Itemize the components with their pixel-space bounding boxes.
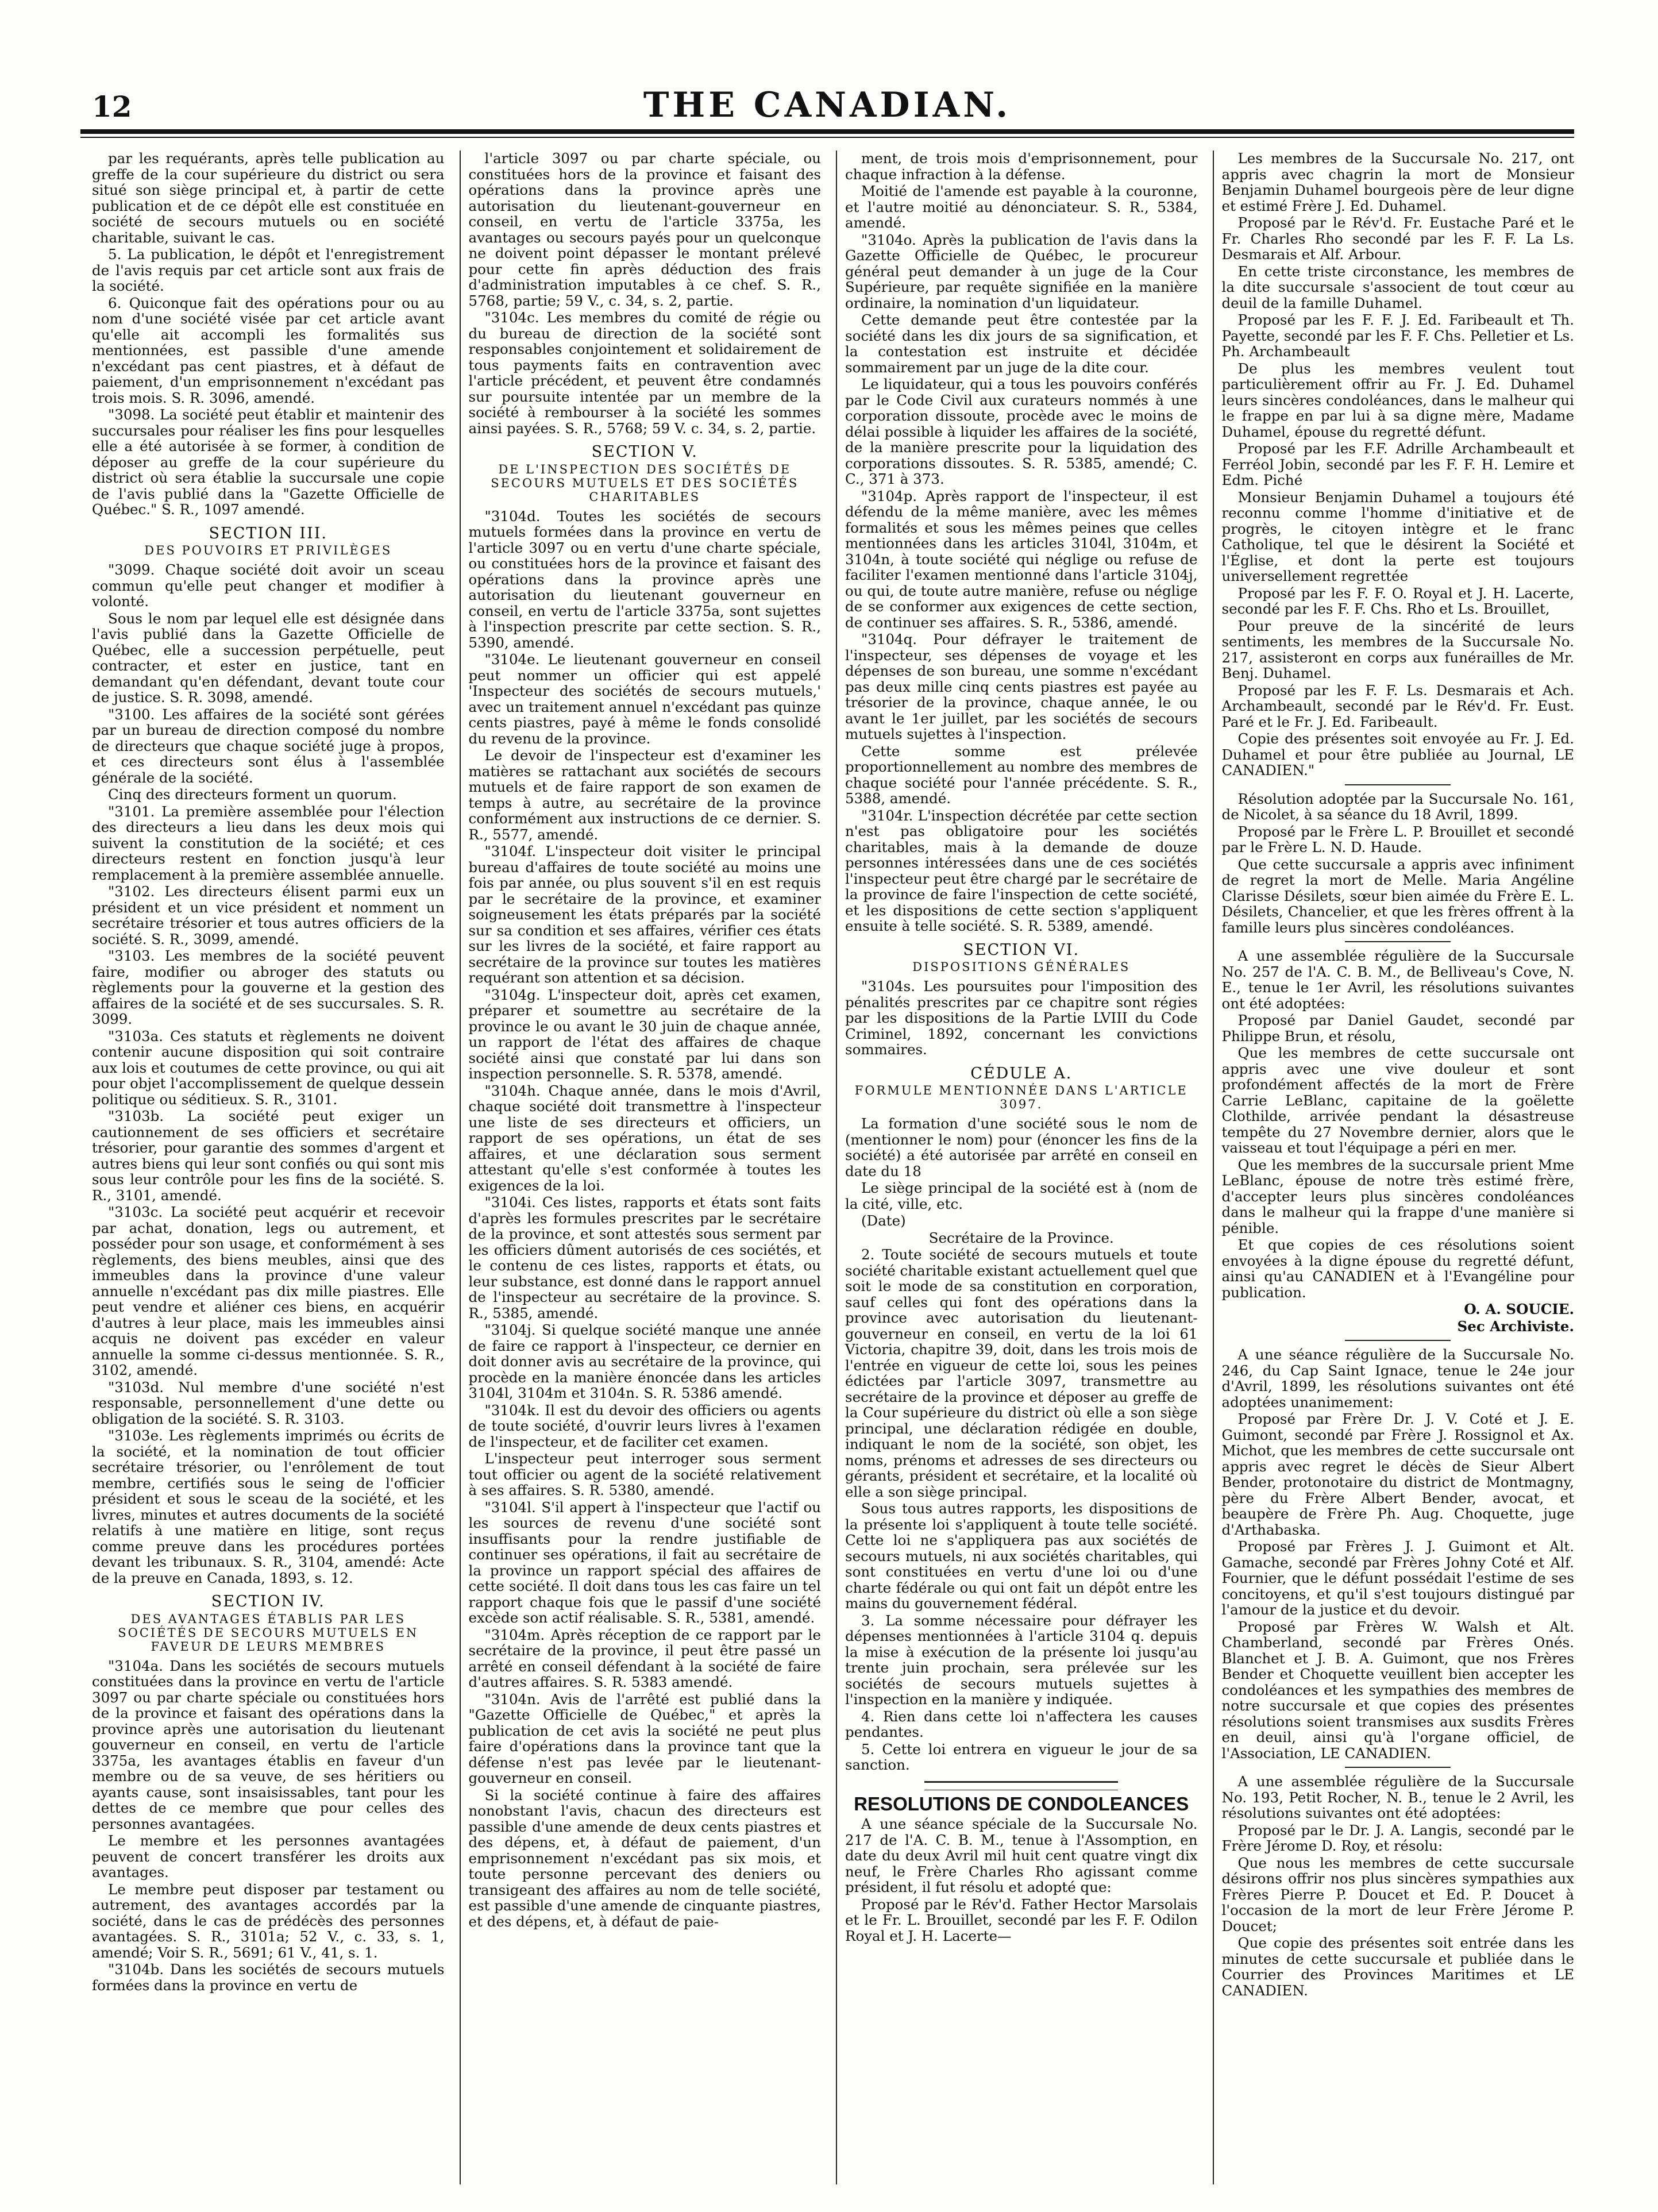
paragraph: Copie des présentes soit envoyée au Fr. J. Ed. Duhamel et pour être publiée au Journal, LE CANADIEN." (1221, 730, 1574, 779)
paragraph: 6. Quiconque fait des opérations pour ou au nom d'une société visée par cet article avant qu'elle ait accompli les formalités sus mentionnées, est passible d'une amende n'excédant pas cent piastres, et à défaut de paiement, d'un emprisonnement n'excédant pas trois mois. S. R. 3096, amendé. (92, 294, 445, 406)
paragraph: "3098. La société peut établir et maintenir des succursales pour réaliser les fins pour lesquelles elle a été autorisée à se former, à condition de déposer au greffe de la cour supérieure du district où sera établie la succursale une copie de l'avis publié dans la "Gazette Officielle de Québec." S. R., 1097 amendé. (92, 406, 445, 518)
paragraph: Que cette succursale a appris avec infiniment de regret la mort de Melle. Maria Angéline Clarisse Désilets, sœur bien aimée du Frère E. L. Désilets, Chancelier, et que les frères offrent à la famille leurs plus sincères condoléances. (1221, 855, 1574, 936)
paragraph: "3104p. Après rapport de l'inspecteur, il est défendu de la même manière, avec les mêmes formalités et sous les mêmes peines que celles mentionnées dans les articles 3104l, 3104m, et 3104n, à toute société qui néglige ou refuse de faciliter l'examen mentionné dans l'article 3104j, ou qui, de toute autre manière, refuse ou néglige de se conformer aux exigences de cette section, de continuer ses affaires. S. R., 5386, amendé. (845, 487, 1198, 631)
signature-line: Sec Archiviste. (1457, 1317, 1574, 1335)
paragraph: Le devoir de l'inspecteur est d'examiner les matières se rattachant aux sociétés de secours mutuels et de faire rapport de son examen de temps à autre, au secrétaire de la province conformément aux instructions de ce dernier. S. R., 5577, amendé. (468, 747, 821, 843)
separator-rule (1345, 784, 1451, 785)
paragraph: 3. La somme nécessaire pour défrayer les dépenses mentionnées à l'article 3104 q. depuis la mise à exécution de la présente loi jusqu'au trente juin prochain, sera prélevée sur les sociétés de secours mutuels sujettes à l'inspection en la manière y indiquée. (845, 1612, 1198, 1708)
paragraph: A une séance régulière de la Succursale No. 246, du Cap Saint Ignace, tenue le 24e jour d'Avril, 1899, les résolutions suivantes ont été adoptées unanimement: (1221, 1346, 1574, 1411)
column-1 (92, 151, 445, 2184)
paragraph: Sous tous autres rapports, les dispositions de la présente loi s'appliquent à toute telle société. Cette loi ne s'appliquera pas aux sociétés de secours mutuels, ni aux sociétés charitables, qui sont constituées en vertu d'une loi ou d'une charte fédérale ou qui ont fait un dépôt entre les mains du gouvernement fédéral. (845, 1500, 1198, 1612)
paragraph: "3104f. L'inspecteur doit visiter le principal bureau d'affaires de toute société au moins une fois par année, ou plus souvent s'il en est requis par le secrétaire de la province, et examiner soigneusement les états préparés par la société sur sa condition et ses affaires, vérifier ces états sur les livres de la société, et faire rapport au secrétaire de la province sur toutes les matières requérant son attention et sa décision. (468, 843, 821, 986)
paragraph: 5. Cette loi entrera en vigueur le jour de sa sanction. (845, 1740, 1198, 1773)
paragraph: Pour preuve de la sincérité de leurs sentiments, les membres de la Succursale No. 217, assisteront en corps aux funérailles de Mr. Benj. Duhamel. (1221, 617, 1574, 681)
signature-line: O. A. SOUCIE. (1464, 1301, 1574, 1317)
paragraph: "3104a. Dans les sociétés de secours mutuels constituées dans la province en vertu de l'article 3097 ou par charte spéciale ou constituées hors de la province et faisant des opérations dans la province après une autorisation du lieutenant gouverneur en conseil, en vertu de l'article 3375a, les avantages établis en faveur d'un membre ou de sa veuve, de ses héritiers ou ayants cause, sont insaisissables, tant pour les dettes de ce membre que pour celles des personnes avantagées. (92, 1657, 445, 1832)
paragraph: Moitié de l'amende est payable à la couronne, et l'autre moitié au dénonciateur. S. R., 5384, amendé. (845, 183, 1198, 231)
paragraph: "3104o. Après la publication de l'avis dans la Gazette Officielle de Québec, le procureur général peut demander à un juge de la Cour Supérieure, par requête signifiée en la manière ordinaire, la nomination d'un liquidateur. (845, 231, 1198, 311)
article-headline: RESOLUTIONS DE CONDOLEANCES (854, 1793, 1189, 1814)
paragraph: Si la société continue à faire des affaires nonobstant l'avis, chacun des directeurs est passible d'une amende de deux cents piastres et des dépens, et, à défaut de paiement, d'un emprisonnement n'excédant pas six mois, et toute personne percevant des deniers ou transigeant des affaires au nom de telle société, est passible d'une amende de cinquante piastres, et des dépens, et, à défaut de paie- (468, 1786, 821, 1930)
paragraph: Proposé par le Rév'd. Fr. Eustache Paré et le Fr. Charles Rho secondé par les F. F. La Ls. Desmarais et Alf. Arbour. (1221, 214, 1574, 263)
paragraph: L'inspecteur peut interroger sous serment tout officier ou agent de la société relativement à ses affaires. S. R. 5380, amendé. (468, 1450, 821, 1498)
paragraph: "3104s. Les poursuites pour l'imposition des pénalités prescrites par ce chapitre sont régies par les dispositions de la Partie LVIII du Code Criminel, 1892, concernant les convictions sommaires. (845, 978, 1198, 1058)
paragraph: "3101. La première assemblée pour l'élection des directeurs a lieu dans les deux mois qui suivent la constitution de la société; et ces directeurs restent en fonction jusqu'à leur remplacement à la première assemblée annuelle. (92, 803, 445, 883)
separator-rule (1345, 941, 1451, 942)
paragraph: Proposé par Frères J. J. Guimont et Alt. Gamache, secondé par Frères Johny Coté et Alf. Fournier, que le défunt possédait l'estime de ses concitoyens, et qu'il s'est toujours distingué par l'amour de la justice et du devoir. (1221, 1538, 1574, 1618)
paragraph: "3103b. La société peut exiger un cautionnement de ses officiers et secrétaire trésorier, pour garantie des sommes d'argent et autres biens qui leur sont confiés ou qui sont mis sous leur contrôle pour les fins de la société. S. R., 3101, amendé. (92, 1108, 445, 1204)
column-3 (836, 151, 1198, 2184)
paragraph: Le liquidateur, qui a tous les pouvoirs conférés par le Code Civil aux curateurs nommés à une corporation dissoute, procède avec le moins de délai possible à liquider les affaires de la société, de la manière prescrite pour la liquidation des corporations dissoutes. S. R. 5385, amendé; C. C., 371 à 373. (845, 376, 1198, 487)
section-heading: CÉDULE A. (970, 1064, 1073, 1082)
section-subheading: DE L'INSPECTION DES SOCIÉTÉS DE SECOURS MUTUELS ET DES SOCIÉTÉS CHARITABLES (491, 462, 799, 504)
paragraph: "3099. Chaque société doit avoir un sceau commun qu'elle peut changer et modifier à volonté. (92, 561, 445, 610)
paragraph: "3103. Les membres de la société peuvent faire, modifier ou abroger des statuts ou règlements pour la gouverne et la gestion des affaires de la société et de ses succursales. S. R. 3099. (92, 947, 445, 1027)
paragraph: "3103c. La société peut acquérir et recevoir par achat, donation, legs ou autrement, et posséder pour son usage, et conformément à ses règlements, des biens meubles, ainsi que des immeubles dans la province d'une valeur annuelle n'excédant pas dix mille piastres. Elle peut vendre et aliéner ces biens, en acquérir d'autres à leur place, mais les immeubles ainsi acquis ne doivent pas excéder en valeur annuelle la somme ci-dessus mentionnée. S. R., 3102, amendé. (92, 1204, 445, 1378)
paragraph: "3104c. Les membres du comité de régie ou du bureau de direction de la société sont responsables conjointement et solidairement de tous payments faits en contravention avec l'article précédent, et peuvent être condamnés sur poursuite intentée par un membre de la société à rembourser à la société les sommes ainsi payées. S. R., 5768; 59 V. c. 34, s. 2, partie. (468, 309, 821, 437)
article-columns (92, 151, 1574, 2184)
paragraph: Et que copies de ces résolutions soient envoyées à la digne épouse du regretté défunt, ainsi qu'au CANADIEN et à l'Evangéline pour publication. (1221, 1236, 1574, 1301)
paragraph: "3104l. S'il appert à l'inspecteur que l'actif ou les sources de revenu d'une société sont insuffisants pour la rendre justifiable de continuer ses opérations, il fait au secrétaire de la province un rapport spécial des affaires de cette société. Il doit dans tous les cas faire un tel rapport chaque fois que le passif d'une société excède son actif réalisable. S. R., 5381, amendé. (468, 1498, 821, 1626)
paragraph: Sous le nom par lequel elle est désignée dans l'avis publié dans la Gazette Officielle de Québec, elle a succession perpétuelle, peut contracter, et ester en justice, tant en demandant qu'en défendant, devant toute cour de justice. S. R. 3098, amendé. (92, 610, 445, 706)
paragraph: Le membre peut disposer par testament ou autrement, des avantages accordés par la société, dans le cas de prédécès des personnes avantagées. S. R., 3101a; 52 V., c. 33, s. 1, amendé; Voir S. R., 5691; 61 V., 41, s. 1. (92, 1880, 445, 1961)
paragraph: En cette triste circonstance, les membres de la dite succursale s'associent de tout cœur au deuil de la famille Duhamel. (1221, 263, 1574, 311)
section-subheading: DISPOSITIONS GÉNÉRALES (912, 960, 1131, 974)
paragraph: "3104d. Toutes les sociétés de secours mutuels formées dans la province en vertu de l'article 3097 ou en vertu d'une charte spéciale, ou constituées hors de la province et faisant des opérations dans la province après une autorisation du lieutenant gouverneur en conseil, en vertu de l'article 3375a, sont sujettes à l'inspection prescrite par cette section. S. R., 5390, amendé. (468, 507, 821, 651)
paragraph: "3104n. Avis de l'arrêté est publié dans la "Gazette Officielle de Québec," et après la publication de cet avis la société ne peut plus faire d'opérations dans la province tant que la défense n'est pas levée par le lieutenant-gouverneur en conseil. (468, 1690, 821, 1786)
paragraph: "3104k. Il est du devoir des officiers ou agents de toute société, d'ouvrir leurs livres à l'examen de l'inspecteur, et de faciliter cet examen. (468, 1401, 821, 1450)
header-rule (80, 129, 1574, 134)
paragraph: "3104m. Après réception de ce rapport par le secrétaire de la province, il peut être passé un arrêté en conseil défendant à la société de faire d'autres affaires. S. R. 5383 amendé. (468, 1626, 821, 1690)
paragraph: l'article 3097 ou par charte spéciale, ou constituées hors de la province et faisant des opérations dans la province après une autorisation du lieutenant-gouverneur en conseil, en vertu de l'article 3375a, les avantages ou secours payés pour un quelconque ne doivent point dépasser le montant prélevé pour cette fin après déduction des frais d'administration imputables à ce chef. S. R., 5768, partie; 59 V., c. 34, s. 2, partie. (468, 151, 821, 309)
paragraph: "3103a. Ces statuts et règlements ne doivent contenir aucune disposition qui soit contraire aux lois et coutumes de cette province, ou qui ait pour objet l'accomplissement de quelque dessein politique ou séditieux. S. R., 3101. (92, 1027, 445, 1108)
paragraph: Proposé par les F. F. Ls. Desmarais et Ach. Archambeault, secondé par le Rév'd. Fr. Eust. Paré et le Fr. J. Ed. Faribeault. (1221, 681, 1574, 730)
masthead-title: THE CANADIAN. (643, 85, 1012, 125)
section-heading: SECTION V. (591, 443, 698, 461)
paragraph: (Date) (861, 1212, 906, 1229)
paragraph: Cinq des directeurs forment un quorum. (108, 786, 397, 803)
paragraph: Le siège principal de la société est à (nom de la cité, ville, etc. (845, 1180, 1198, 1212)
section-subheading: DES POUVOIRS ET PRIVILÈGES (144, 544, 392, 557)
paragraph: "3104e. Le lieutenant gouverneur en conseil peut nommer un officier qui est appelé 'Inspecteur des sociétés de secours mutuels,' avec un traitement annuel n'excédant pas quinze cents piastres, payé à même le fonds consolidé du revenu de la province. (468, 651, 821, 747)
paragraph: "3104b. Dans les sociétés de secours mutuels formées dans la province en vertu de (92, 1961, 445, 1994)
paragraph: "3104q. Pour défrayer le traitement de l'inspecteur, ses dépenses de voyage et les dépenses de son bureau, une somme n'excédant pas deux mille cinq cents piastres est payée au trésorier de la province, chaque année, le ou avant le 1er juillet, par les sociétés de secours mutuels sujettes à l'inspection. (845, 631, 1198, 742)
paragraph: Cette somme est prélevée proportionnellement au nombre des membres de chaque société pour l'année précédente. S. R., 5388, amendé. (845, 742, 1198, 807)
paragraph: 4. Rien dans cette loi n'affectera les causes pendantes. (845, 1708, 1198, 1740)
paragraph: A une assemblée régulière de la Succursale No. 257 de l'A. C. B. M., de Belliveau's Cove, N. E., tenue le 1er Avril, les résolutions suivantes ont été adoptées: (1221, 947, 1574, 1012)
paragraph: Le membre et les personnes avantagées peuvent de concert transférer les droits aux avantages. (92, 1832, 445, 1880)
paragraph: "3104h. Chaque année, dans le mois d'Avril, chaque société doit transmettre à l'inspecteur une liste de ses directeurs et officiers, un rapport de ses opérations, un état de ses affaires, et une déclaration sous serment attestant qu'elle s'est conformée à toutes les exigences de la loi. (468, 1082, 821, 1194)
paragraph: De plus les membres veulent tout particulièrement offrir au Fr. J. Ed. Duhamel leurs sincères condoléances, dans le malheur qui le frappe en par lui à sa digne mère, Madame Duhamel, épouse du regretté défunt. (1221, 360, 1574, 440)
section-subheading: FORMULE MENTIONNÉE DANS L'ARTICLE 3097. (854, 1084, 1188, 1111)
paragraph: Monsieur Benjamin Duhamel a toujours été reconnu comme l'homme d'initiative et de progrès, le citoyen intègre et le franc Catholique, tel que le désirent la Société et l'Église, et dont la perte est toujours universellement regrettée (1221, 488, 1574, 584)
page-header (80, 85, 1574, 131)
paragraph: A une assemblée régulière de la Succursale No. 193, Petit Rocher, N. B., tenue le 2 Avril, les résolutions suivantes ont été adoptées: (1221, 1773, 1574, 1821)
paragraph: La formation d'une société sous le nom de (mentionner le nom) pour (énoncer les fins de la société) a été autorisée par arrêté en conseil en date du 18 (845, 1115, 1198, 1180)
paragraph: ment, de trois mois d'emprisonnement, pour chaque infraction à la défense. (845, 151, 1198, 183)
paragraph: Proposé par les F. F. O. Royal et J. H. Lacerte, secondé par les F. F. Chs. Rho et Ls. Brouillet, (1221, 584, 1574, 617)
section-heading: SECTION IV. (211, 1593, 325, 1610)
paragraph: "3104r. L'inspection décrétée par cette section n'est pas obligatoire pour les sociétés charitables, mais à la demande de douze personnes intéressées dans une de ces sociétés l'inspecteur peut être chargé par le secrétaire de la province de faire l'inspection de cette société, et les dispositions de cette section s'appliquent ensuite à telle société. S. R. 5389, amendé. (845, 807, 1198, 934)
paragraph: Que nous les membres de cette succursale désirons offrir nos plus sincères sympathies aux Frères Pierre P. Doucet et Ed. P. Doucet à l'occasion de la mort de leur Frère Jérome P. Doucet; (1221, 1854, 1574, 1934)
paragraph: Que copie des présentes soit entrée dans les minutes de cette succursale et publiée dans le Courrier des Provinces Maritimes et LE CANADIEN. (1221, 1934, 1574, 1999)
paragraph: Proposé par le Rév'd. Father Hector Marsolais et le Fr. L. Brouillet, secondé par les F. F. Odilon Royal et J. H. Lacerte— (845, 1895, 1198, 1944)
paragraph: "3104g. L'inspecteur doit, après cet examen, préparer et soumettre au secrétaire de la province le ou avant le 30 juin de chaque année, un rapport de l'état des affaires de chaque société ainsi que constaté par lui dans son inspection personnelle. S. R. 5378, amendé. (468, 986, 821, 1082)
separator-rule (1345, 1340, 1451, 1341)
separator-rule (1345, 1767, 1451, 1768)
paragraph: "3104i. Ces listes, rapports et états sont faits d'après les formules prescrites par le secrétaire de la province, et sont attestés sous serment par les officiers dûment autorisés de ces sociétés, et le contenu de ces listes, rapports et états, ou leur substance, est donné dans le rapport annuel de l'inspecteur au secrétaire de la province. S. R., 5385, amendé. (468, 1194, 821, 1321)
column-4 (1213, 151, 1575, 2184)
paragraph: 2. Toute société de secours mutuels et toute société charitable existant actuellement quel que soit le mode de sa constitution en corporation, sauf celles qui font des opérations dans la province avec autorisation du lieutenant-gouverneur en conseil, en vertu de la loi 61 Victoria, chapitre 39, doit, dans les trois mois de l'entrée en vigueur de cette loi, sous les peines édictées par l'article 3097, transmettre au secrétaire de la province et déposer au greffe de la Cour supérieure du district où elle a son siège principal, une déclaration rédigée en double, indiquant le nom de la société, son objet, les noms, prénoms et adresses de ses directeurs ou gérants, président et secrétaire, et la localité où elle a son siège principal. (845, 1246, 1198, 1500)
paragraph: Proposé par le Frère L. P. Brouillet et secondé par le Frère L. N. D. Haude. (1221, 823, 1574, 855)
paragraph: "3104j. Si quelque société manque une année de faire ce rapport à l'inspecteur, ce dernier en doit donner avis au secrétaire de la province, qui procède en la manière énoncée dans les articles 3104l, 3104m et 3104n. S. R. 5386 amendé. (468, 1321, 821, 1401)
section-subheading: DES AVANTAGES ÉTABLIS PAR LES SOCIÉTÉS DE SECOURS MUTUELS EN FAVEUR DE LEURS MEMBRES (118, 1612, 419, 1654)
paragraph: Cette demande peut être contestée par la société dans les dix jours de sa signification, et la contestation est instruite et décidée sommairement par un juge de la dite cour. (845, 311, 1198, 376)
page-number: 12 (92, 90, 132, 124)
paragraph: Résolution adoptée par la Succursale No. 161, de Nicolet, à sa séance du 18 Avril, 1899. (1221, 790, 1574, 823)
paragraph: 5. La publication, le dépôt et l'enregistrement de l'avis requis par cet article sont aux frais de la société. (92, 246, 445, 294)
paragraph: Proposé par Frère Dr. J. V. Coté et J. E. Guimont, secondé par Frère J. Rossignol et Ax. Michot, que les membres de cette succursale ont appris avec regret le décès de Sieur Albert Bender, protonotaire du district de Montmagny, père du Frère Albert Bender, avocat, et beaupère de Frère Ph. Aug. Choquette, juge d'Arthabaska. (1221, 1411, 1574, 1538)
paragraph: Les membres de la Succursale No. 217, ont appris avec chagrin la mort de Monsieur Benjamin Duhamel bourgeois père de leur digne et estimé Frère J. Ed. Duhamel. (1221, 151, 1574, 214)
centered-line: Secrétaire de la Province. (928, 1229, 1114, 1246)
paragraph: A une séance spéciale de la Succursale No. 217 de l'A. C. B. M., tenue à l'Assomption, en date du deux Avril mil huit cent quatre vingt dix neuf, le Frère Charles Rho agissant comme président, il fut résolu et adopté que: (845, 1816, 1198, 1895)
paragraph: Proposé par Frères W. Walsh et Alt. Chamberland, secondé par Frères Onés. Blanchet et J. B. A. Guimont, que nos Frères Bender et Choquette veuillent bien accepter les condoléances et les sympathies des membres de notre succursale et que copies des présentes résolutions soient transmises aux susdits Frères en deuil, ainsi qu'à l'organe officiel, de l'Association, LE CANADIEN. (1221, 1618, 1574, 1762)
column-2 (460, 151, 822, 2184)
header-rule-thin (80, 137, 1574, 138)
paragraph: "3100. Les affaires de la société sont gérées par un bureau de direction composé du nombre de directeurs que chaque société juge à propos, et ces directeurs sont élus à l'assemblée générale de la société. (92, 706, 445, 786)
paragraph: "3102. Les directeurs élisent parmi eux un président et un vice président et nomment un secrétaire trésorier et tous autres officiers de la société. S. R., 3099, amendé. (92, 883, 445, 947)
section-heading: SECTION VI. (963, 941, 1080, 959)
paragraph: par les requérants, après telle publication au greffe de la cour supérieure du district ou sera situé son siège principal et, à partir de cette publication et de ce dépôt elle est constituée en société de secours mutuels ou en société charitable, suivant le cas. (92, 151, 445, 246)
paragraph: Proposé par le Dr. J. A. Langis, secondé par le Frère Jérome D. Roy, et résolu: (1221, 1821, 1574, 1854)
paragraph: Proposé par Daniel Gaudet, secondé par Philippe Brun, et résolu, (1221, 1012, 1574, 1045)
paragraph: "3103e. Les règlements imprimés ou écrits de la société, et la nomination de tout officier secrétaire trésorier, ou l'enrôlement de tout membre, certifiés sous le seing de l'officier président et sous le sceau de la société, et les livres, minutes et autres documents de la société relatifs à une matière en litige, sont reçus comme preuve dans les procédures portées devant les tribunaux. S. R., 3104, amendé: Acte de la preuve en Canada, 1893, s. 12. (92, 1427, 445, 1586)
paragraph: Que les membres de la succursale prient Mme LeBlanc, épouse de notre très estimé frère, d'accepter leurs plus sincères condoléances dans le malheur qui la frappe d'une manière si pénible. (1221, 1156, 1574, 1236)
ornament-rule (924, 1781, 1118, 1790)
paragraph: Proposé par les F. F. J. Ed. Faribeault et Th. Payette, secondé par les F. F. Chs. Pelletier et Ls. Ph. Archambeault (1221, 311, 1574, 360)
paragraph: Que les membres de cette succursale ont appris avec une vive douleur et sont profondément affectés de la mort de Frère Carrie LeBlanc, capitaine de la goëlette Clothilde, arrivée pendant la désastreuse tempête du 27 Novembre dernier, alors que le vaisseau et tout l'équipage a péri en mer. (1221, 1045, 1574, 1156)
paragraph: "3103d. Nul membre d'une société n'est responsable, personnellement d'une dette ou obligation de la société. S. R. 3103. (92, 1378, 445, 1427)
section-heading: SECTION III. (209, 524, 327, 542)
paragraph: Proposé par les F.F. Adrille Archambeault et Ferréol Jobin, secondé par les F. F. H. Lemire et Edm. Piché (1221, 440, 1574, 488)
